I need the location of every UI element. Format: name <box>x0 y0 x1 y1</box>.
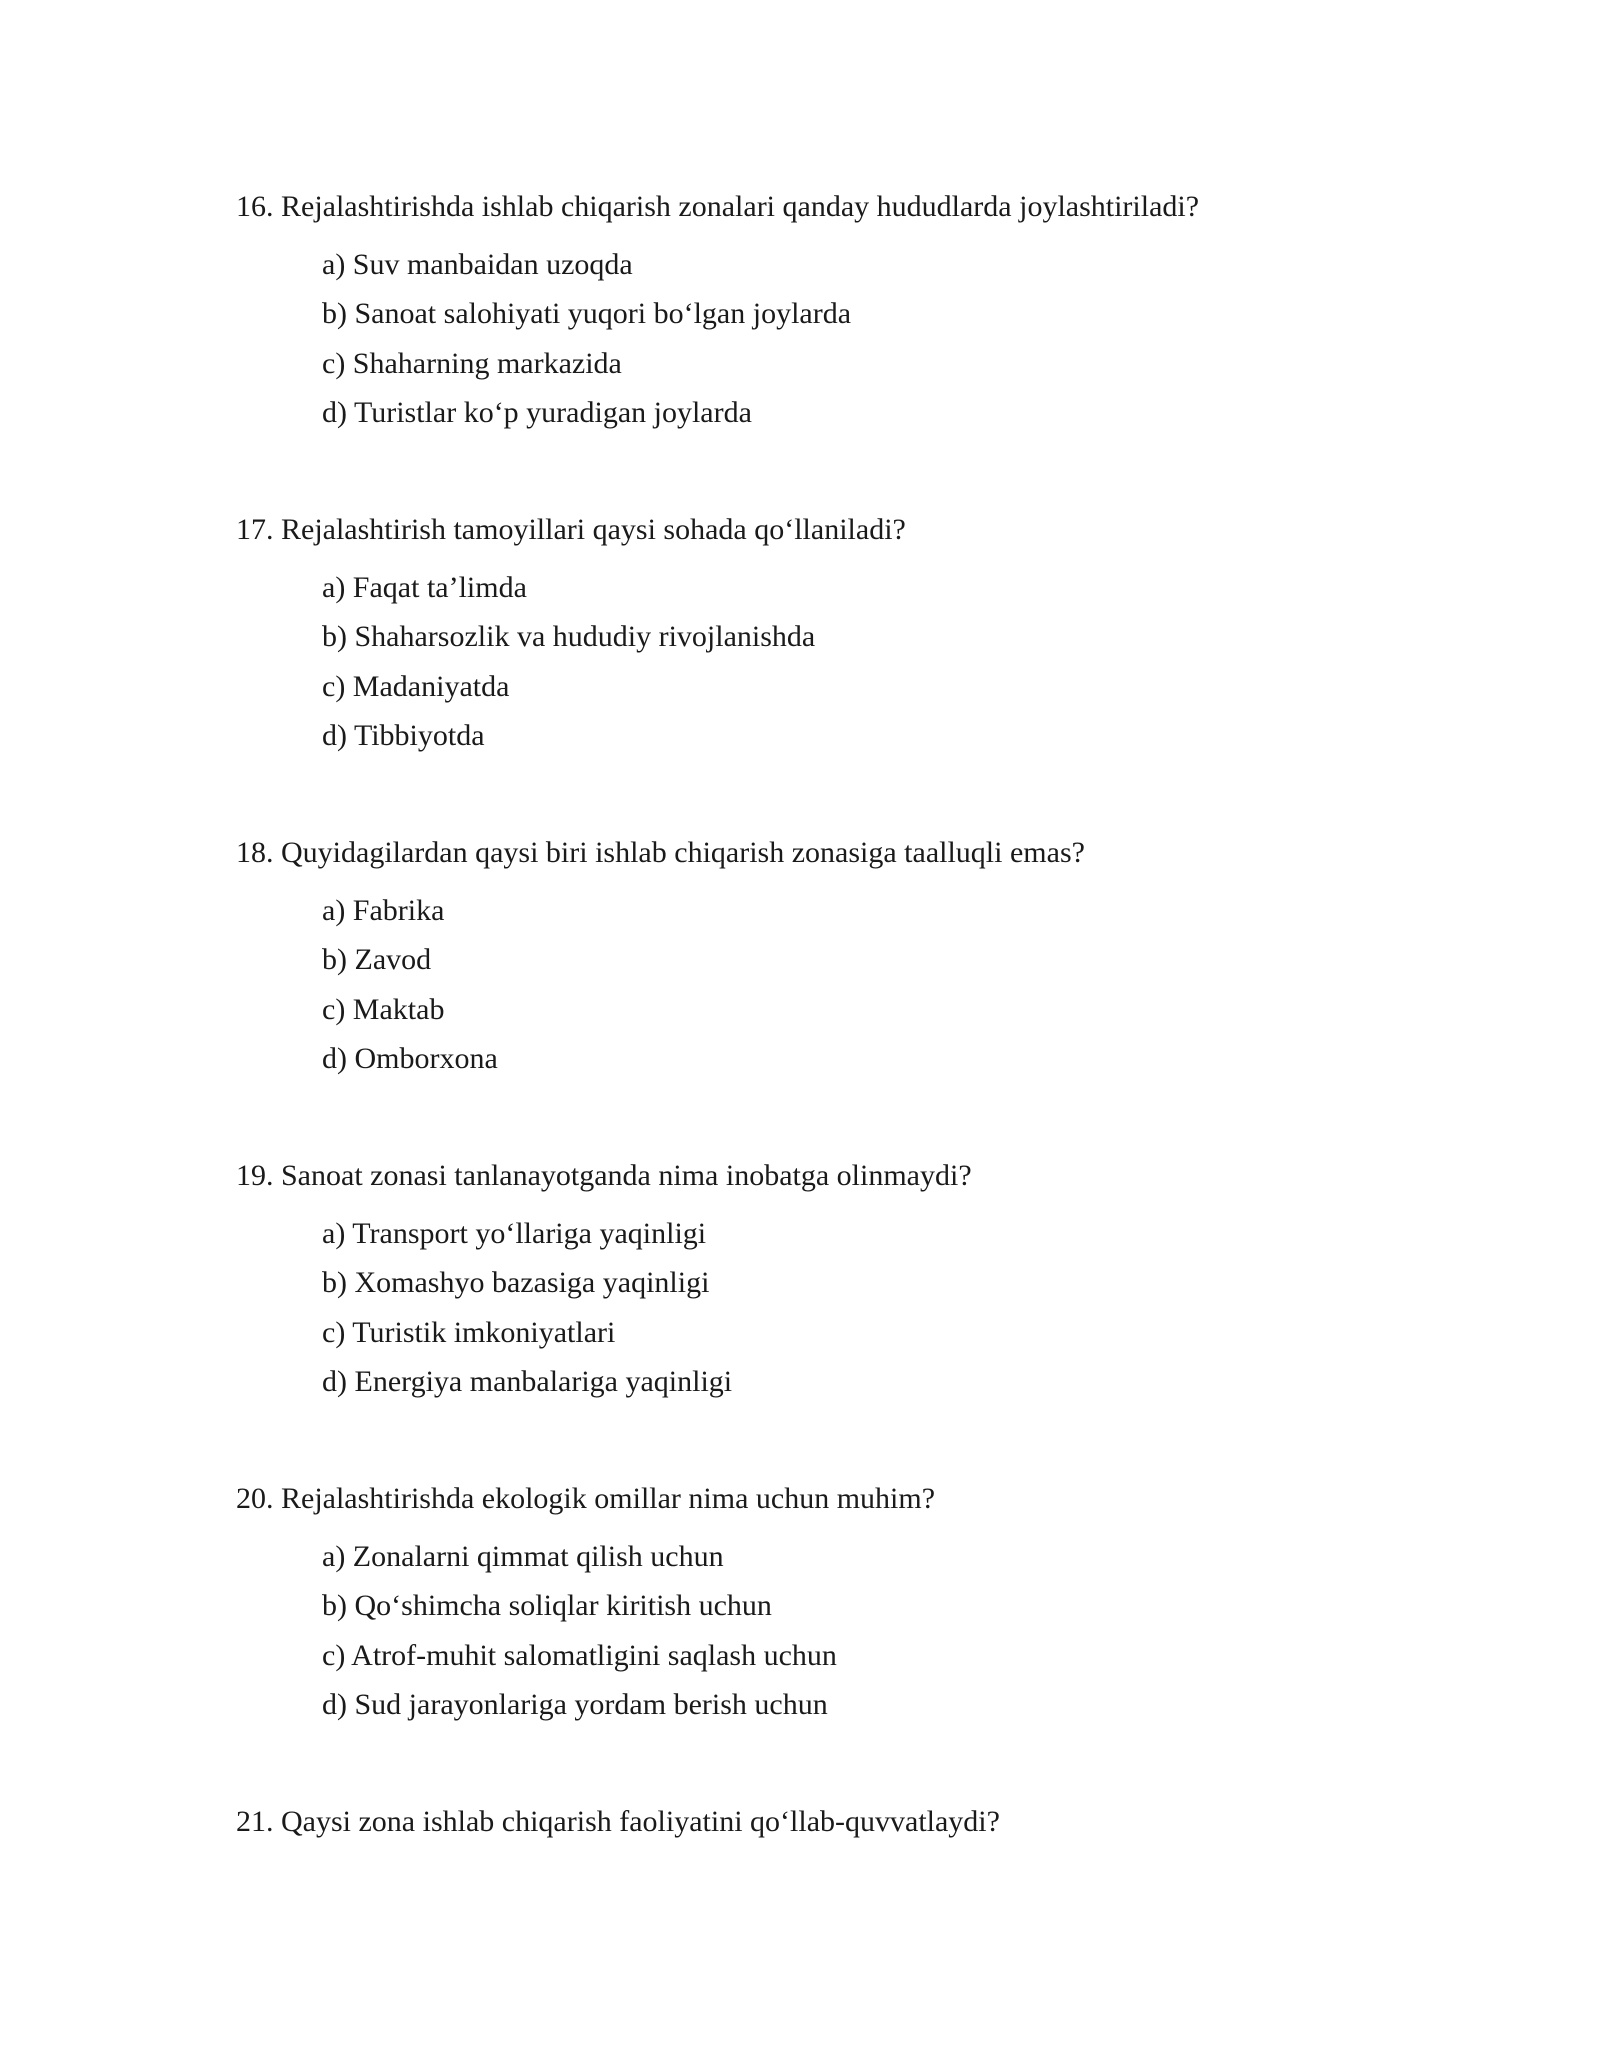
option-b: b) Zavod <box>322 943 432 977</box>
option-c: c) Turistik imkoniyatlari <box>322 1315 616 1349</box>
option-c: c) Madaniyatda <box>322 669 510 703</box>
question-18 <box>236 835 1436 1090</box>
option-a: a) Fabrika <box>322 894 445 927</box>
option-d: d) Energiya manbalariga yaqinligi <box>322 1364 733 1398</box>
question-19 <box>236 1158 1436 1413</box>
answer-options <box>322 570 1436 754</box>
option-b: b) Xomashyo bazasiga yaqinligi <box>322 1266 710 1300</box>
option-c: c) Maktab <box>322 992 445 1026</box>
option-d: d) Omborxona <box>322 1041 498 1075</box>
question-text: 21. Qaysi zona ishlab chiqarish faoliyatini qo‘llab-quvvatlaydi? <box>236 1805 1000 1838</box>
option-d: d) Turistlar ko‘p yuradigan joylarda <box>322 395 752 429</box>
question-text: 17. Rejalashtirish tamoyillari qaysi sohada qo‘llaniladi? <box>236 513 906 546</box>
question-16 <box>236 189 1436 444</box>
option-d: d) Tibbiyotda <box>322 718 485 752</box>
answer-options <box>322 893 1436 1077</box>
answer-options <box>322 247 1436 431</box>
answer-options <box>322 1539 1436 1723</box>
option-a: a) Zonalarni qimmat qilish uchun <box>322 1540 724 1573</box>
option-d: d) Sud jarayonlariga yordam berish uchun <box>322 1687 828 1721</box>
option-a: a) Transport yo‘llariga yaqinligi <box>322 1217 707 1250</box>
option-a: a) Faqat ta’limda <box>322 571 527 604</box>
question-text: 19. Sanoat zonasi tanlanayotganda nima inobatga olinmaydi? <box>236 1159 972 1192</box>
option-b: b) Sanoat salohiyati yuqori bo‘lgan joylarda <box>322 297 852 331</box>
option-b: b) Qo‘shimcha soliqlar kiritish uchun <box>322 1589 772 1623</box>
question-text: 18. Quyidagilardan qaysi biri ishlab chiqarish zonasiga taalluqli emas? <box>236 836 1085 869</box>
question-text: 16. Rejalashtirishda ishlab chiqarish zonalari qanday hududlarda joylashtiriladi? <box>236 190 1200 223</box>
question-17 <box>236 512 1436 767</box>
answer-options <box>322 1216 1436 1400</box>
option-c: c) Atrof-muhit salomatligini saqlash uchun <box>322 1638 837 1672</box>
question-21 <box>236 1804 1436 1862</box>
option-b: b) Shaharsozlik va hududiy rivojlanishda <box>322 620 816 654</box>
option-a: a) Suv manbaidan uzoqda <box>322 248 633 281</box>
question-20 <box>236 1481 1436 1736</box>
option-c: c) Shaharning markazida <box>322 346 622 380</box>
question-text: 20. Rejalashtirishda ekologik omillar nima uchun muhim? <box>236 1482 936 1515</box>
